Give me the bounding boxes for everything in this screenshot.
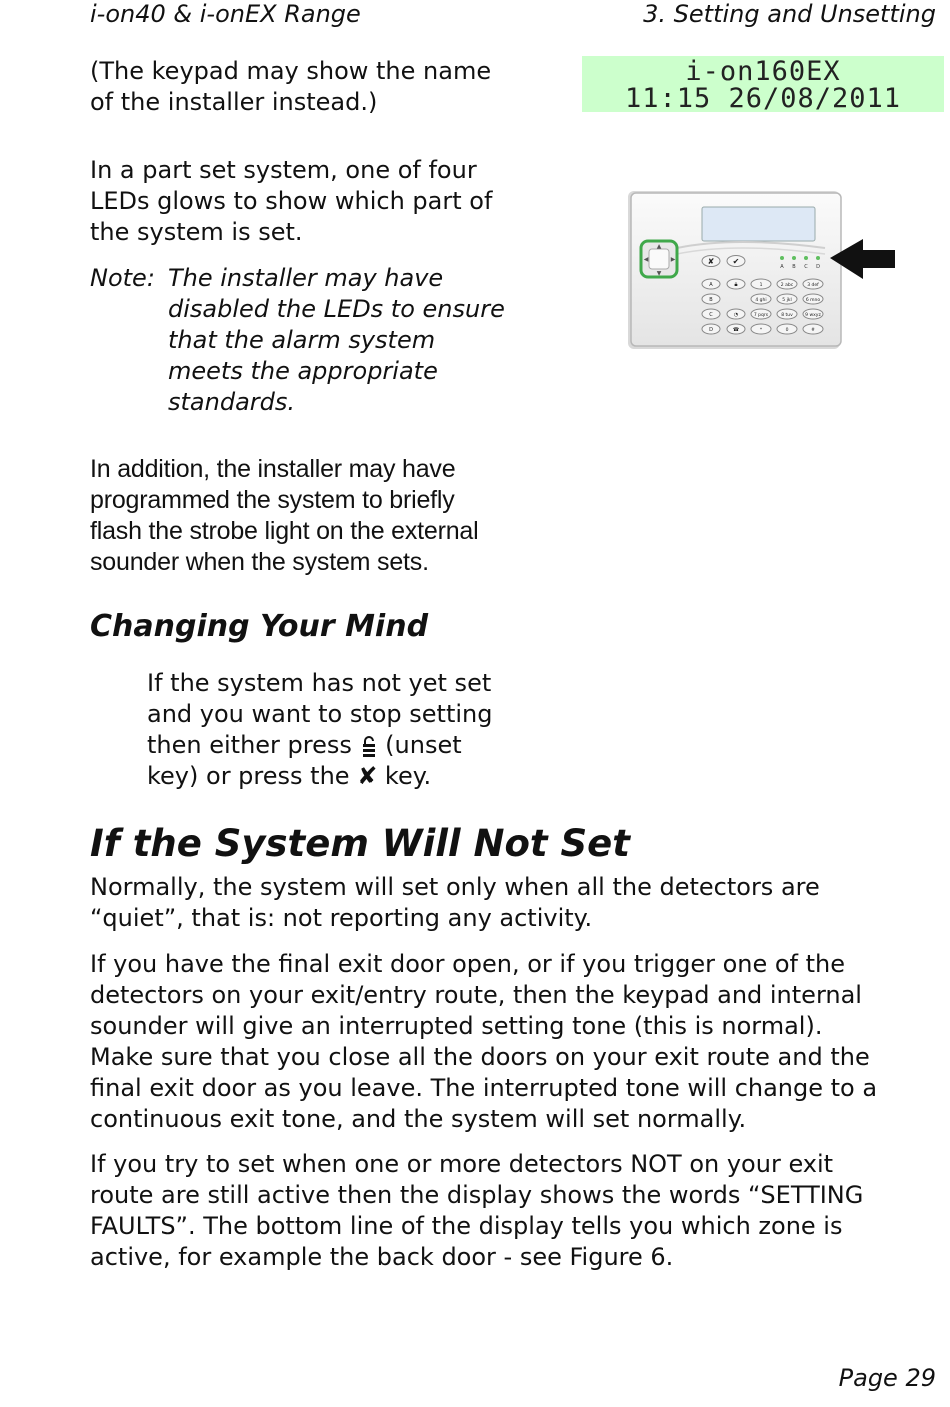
will-not-set-heading: If the System Will Not Set (90, 822, 630, 865)
page-number: Page 29 (838, 1364, 936, 1392)
number-key-label: 3 def (807, 283, 819, 288)
tick-key-icon: ✔ (732, 257, 740, 266)
number-key-label: 5 jkl (782, 298, 792, 303)
number-key-label: 6 mno (805, 298, 821, 303)
led-d (816, 256, 820, 260)
led-a (780, 256, 784, 260)
lcd-display (582, 56, 944, 112)
keypad-figure (625, 188, 900, 353)
led-c (804, 256, 808, 260)
svg-text:D: D (816, 264, 820, 270)
note-body: The installer may have disabled the LEDs to ensure that the alarm system meets the appropriate standards. (168, 264, 505, 416)
number-key-label: # (811, 328, 815, 333)
cross-key-icon: ✘ (707, 257, 715, 266)
installer-name-note: (The keypad may show the name of the installer instead.) (90, 57, 492, 116)
will-not-set-para-3: If you try to set when one or more detectors NOT on your exit route are still active then the display shows the words “SETTING FAULTS”. The bottom line of the display tells you which zone is active, for example the back door - see Figure 6. (90, 1150, 864, 1271)
svg-text:D: D (709, 327, 713, 333)
chime-key-icon: ◔ (733, 312, 739, 318)
changing-mind-heading: Changing Your Mind (90, 609, 429, 644)
unset-key-icon (360, 735, 378, 757)
changing-mind-paragraph: If the system has not yet set and you want to stop setting then either press (unset key) or press the ✘ key. (147, 669, 493, 790)
keypad-screen (702, 207, 815, 241)
header-title: i-on40 & i-onEX Range (90, 0, 361, 28)
svg-text:A: A (780, 264, 784, 270)
nav-up-icon: ▲ (656, 243, 662, 250)
phone-key-icon: ☎ (732, 327, 740, 333)
part-set-paragraph: In a part set system, one of four LEDs glows to show which part of the system is set. (90, 156, 493, 246)
nav-down-icon: ▼ (656, 270, 662, 277)
svg-text:C: C (804, 264, 808, 270)
set-key-icon: 🔒︎ (734, 281, 738, 288)
lcd-line-1: i-on160EX (685, 56, 841, 87)
svg-text:B: B (709, 297, 713, 303)
will-not-set-para-1: Normally, the system will set only when all the detectors are “quiet”, that is: not reporting any activity. (90, 873, 820, 932)
note-label: Note: (90, 264, 155, 292)
strobe-paragraph: In addition, the installer may have programmed the system to briefly flash the strobe light on the external sounder when the system sets. (90, 455, 479, 576)
nav-right-icon: ▶ (670, 256, 676, 263)
number-key-label: 9 wxyz (805, 313, 821, 318)
header-section: 3. Setting and Unsetting (643, 0, 936, 28)
number-key-label: * (759, 328, 763, 333)
number-key-label: 2 abc (780, 283, 794, 288)
svg-text:C: C (709, 312, 713, 318)
lcd-line-2: 11:15 26/08/2011 (624, 83, 902, 114)
svg-text:A: A (709, 282, 713, 288)
led-b (792, 256, 796, 260)
svg-text:B: B (792, 264, 796, 270)
cross-key-icon: ✘ (357, 762, 378, 790)
number-key-label: 8 tuv (781, 313, 793, 318)
number-key-label: 1 (759, 283, 763, 288)
will-not-set-para-2: If you have the final exit door open, or if you trigger one of the detectors on your exit/entry route, then the keypad and internal sounder will give an interrupted setting tone (this is normal). Make sure that you close all the doors on your exit route and the final exit door as you leave. The interrupted tone will change to a continuous exit tone, and the system will set normally. (90, 950, 878, 1133)
number-key-label: 4 ghi (755, 298, 767, 303)
number-key-label: 7 pqrs (753, 313, 769, 318)
number-key-label: 0 (785, 328, 789, 333)
nav-left-icon: ◀ (643, 256, 649, 263)
